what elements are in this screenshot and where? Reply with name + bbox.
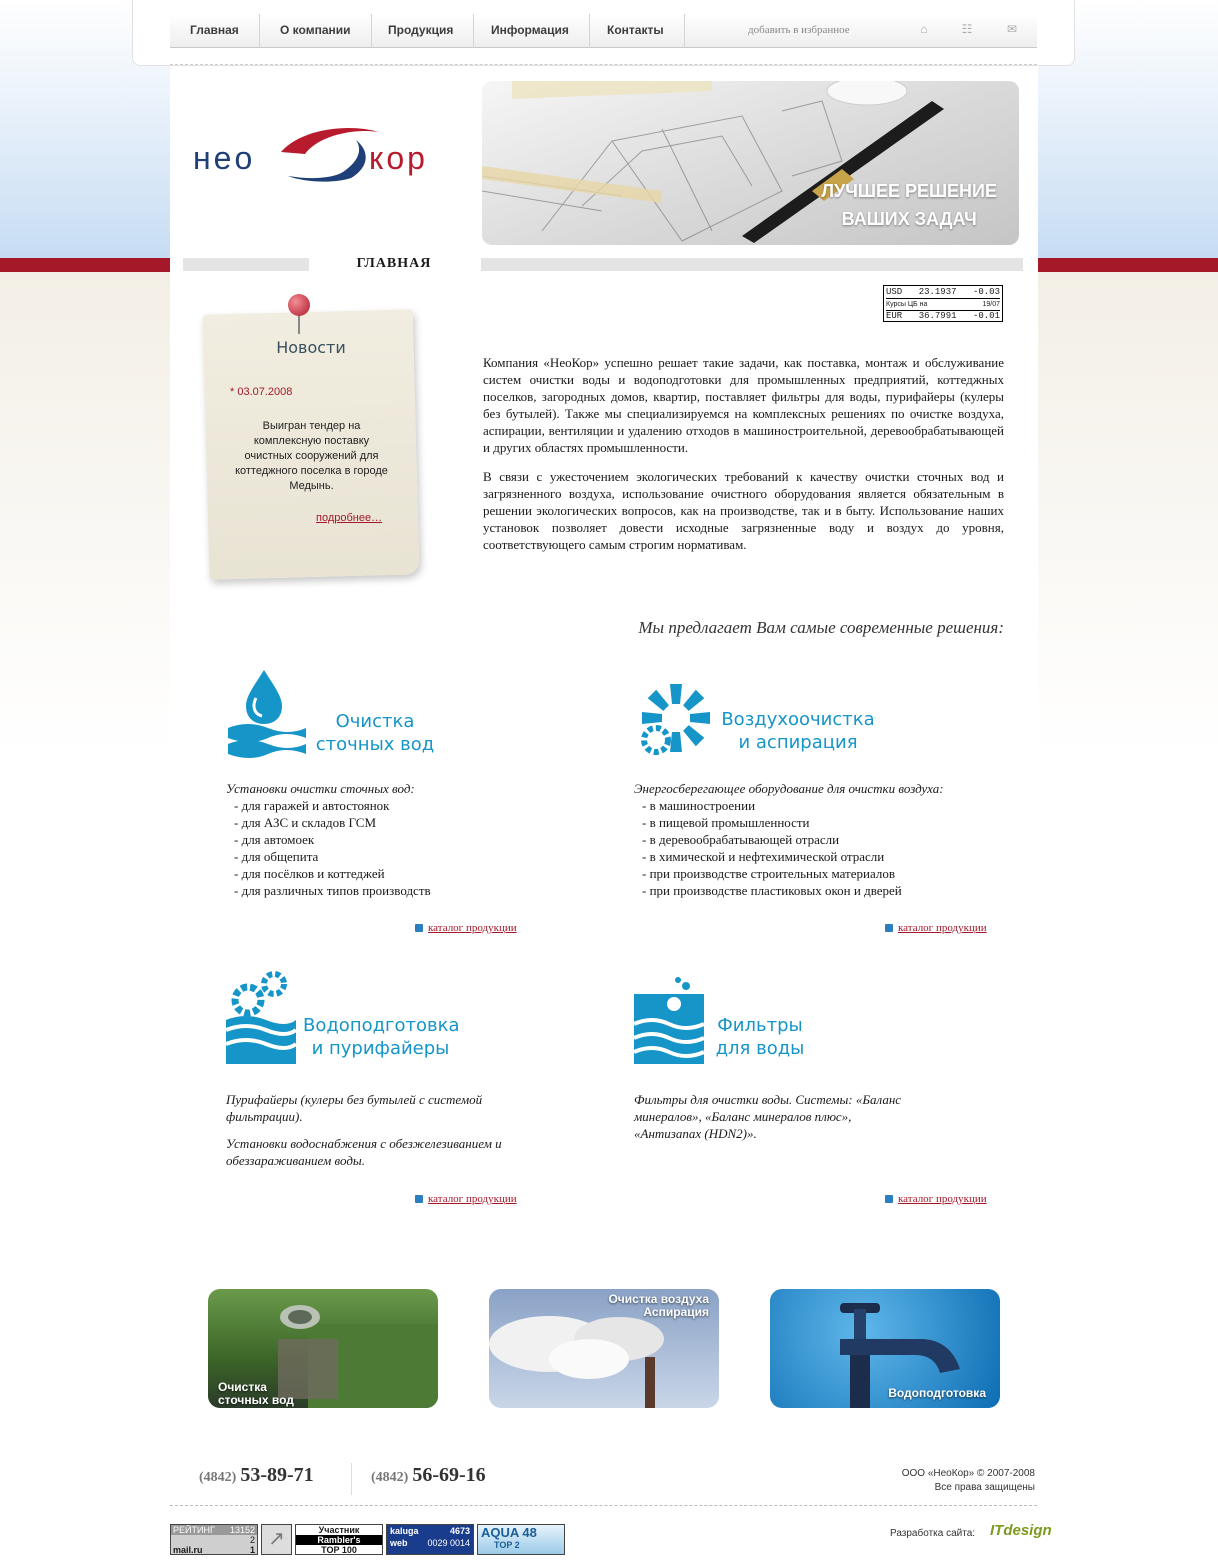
filters-paragraph-1: Фильтры для очистки воды. Системы: «Баланс минералов», «Баланс минералов плюс», «Антизапах (HDN2)». (634, 1092, 902, 1141)
filters-title (710, 1014, 810, 1060)
water-paragraph-1: Пурифайеры (кулеры без бутылей с системой фильтрации). (226, 1092, 483, 1124)
photo-label-air (608, 1293, 709, 1319)
banner-slogan (821, 177, 997, 233)
counter-kaluga-label: kaluga (390, 1526, 419, 1536)
rate-row-usd (886, 287, 1000, 298)
photo-link-wastewater[interactable] (208, 1289, 438, 1408)
wastewater-lead: Установки очистки сточных вод: (226, 781, 415, 796)
news-date: * 03.07.2008 (230, 386, 293, 398)
logo-text-neo: нео (193, 140, 256, 176)
arrow-right-icon (415, 1195, 423, 1203)
air-catalog-label: каталог продукции (898, 922, 987, 934)
wastewater-description (226, 780, 556, 899)
photo-label-air-line1: Очистка воздуха (608, 1292, 709, 1306)
phone-1-number: 53-89-71 (240, 1464, 314, 1486)
footer-divider (170, 1505, 1037, 1506)
list-item: - для различных типов производств (234, 883, 431, 898)
water-title (303, 1014, 458, 1060)
wastewater-title-line2: сточных вод (315, 734, 435, 755)
list-item: - в деревообрабатывающей отрасли (642, 832, 840, 847)
counter-mailru-count2: 2 (249, 1535, 255, 1545)
rate-row-eur (886, 311, 1000, 322)
rate-caption-date: 19/07 (982, 301, 1000, 308)
wastewater-catalog-link[interactable] (415, 922, 517, 934)
arrow-right-icon (885, 1195, 893, 1203)
counter-aqua48-top: TOP 2 (494, 1540, 520, 1550)
wastewater-title (300, 710, 450, 756)
photo-label-wastewater-line2: сточных вод (218, 1393, 294, 1407)
air-title-line1: Воздухоочистка (721, 709, 875, 730)
wastewater-title-line1: Очистка (335, 711, 415, 732)
counter-mailru-count3: 1 (249, 1545, 255, 1555)
add-to-favorites-link[interactable]: добавить в избранное (748, 24, 850, 36)
list-item: - в химической и нефтехимической отрасли (642, 849, 885, 864)
nav-item-products[interactable]: Продукция (368, 14, 474, 48)
counter-rambler[interactable] (295, 1524, 383, 1555)
counter-mailru-footer (171, 1545, 257, 1555)
rate-eur-label: EUR (886, 311, 903, 321)
counter-kaluga-count: 4673 (449, 1526, 470, 1536)
rate-usd-change: -0.03 (972, 287, 1000, 297)
intro-text (483, 354, 1004, 565)
home-icon[interactable]: ⌂ (920, 22, 928, 36)
title-bar-right (481, 258, 1023, 271)
sitemap-icon[interactable]: ☷ (961, 22, 973, 36)
intro-paragraph-1: Компания «НеоКор» успешно решает такие задачи, как поставка, монтаж и обслуживание систем очистки воды и водоподготовки для промышленных предприятий, коттеджных поселков, загородных домов, квартир, поставляет фильтры для воды, пурифайеры (кулеры без бутылей). Также мы специализируемся на комплексных решениях по очистке воздуха, аспирации, вентиляции и удалению отходов в машиностроительной, деревообрабатывающей и других областях промышленности. (483, 355, 1004, 455)
photo-link-air[interactable] (489, 1289, 719, 1408)
counter-mailru-count1: 13152 (229, 1525, 255, 1535)
phone-1 (199, 1464, 314, 1487)
list-item: - при производстве строительных материалов (642, 866, 895, 881)
air-title-line2: и аспирация (738, 732, 858, 753)
external-link-arrow-icon[interactable]: ↗ (261, 1524, 292, 1555)
air-lead: Энергосберегающее оборудование для очистки воздуха: (634, 781, 944, 796)
counter-rambler-line3: TOP 100 (321, 1545, 357, 1555)
phone-2 (371, 1464, 486, 1487)
list-item: - для общепита (234, 849, 319, 864)
filters-title-line2: для воды (715, 1038, 805, 1059)
site-logo[interactable] (193, 122, 448, 182)
counter-kaluga-row1 (387, 1525, 473, 1537)
offer-heading: Мы предлагает Вам самые современные решения: (638, 618, 1004, 637)
rate-eur-value: 36.7991 (918, 311, 957, 321)
news-text: Выигран тендер на комплексную поставку очистных сооружений для коттеджного поселка в городе Медынь. (235, 420, 388, 492)
nav-item-info[interactable]: Информация (471, 14, 590, 48)
nav-item-about[interactable]: О компании (260, 14, 372, 48)
title-bar-left (183, 258, 309, 271)
copyright (840, 1467, 1035, 1495)
rate-usd-value: 23.1937 (918, 287, 957, 297)
list-item: - для АЗС и складов ГСМ (234, 815, 377, 830)
list-item: - для посёлков и коттеджей (234, 866, 385, 881)
phone-2-code: (4842) (371, 1470, 409, 1485)
photo-label-wastewater-line1: Очистка (218, 1380, 267, 1394)
phone-1-code: (4842) (199, 1470, 237, 1485)
water-title-line2: и пурифайеры (311, 1038, 450, 1059)
filters-description (634, 1091, 919, 1152)
header-banner (482, 81, 1019, 245)
counter-mailru-label: РЕЙТИНГ (173, 1525, 215, 1535)
rate-eur-change: -0.01 (972, 311, 1000, 321)
phone-separator (351, 1463, 352, 1495)
counter-mailru[interactable] (170, 1524, 258, 1555)
air-catalog-link[interactable] (885, 922, 987, 934)
developer-label: Разработка сайта: (890, 1528, 976, 1539)
photo-label-wastewater (218, 1381, 294, 1407)
arrow-right-icon (415, 924, 423, 932)
filters-title-line1: Фильтры (717, 1015, 803, 1036)
nav-item-contacts[interactable]: Контакты (587, 14, 685, 48)
header-divider (170, 64, 1037, 65)
banner-slogan-line1: ЛУЧШЕЕ РЕШЕНИЕ (821, 181, 997, 201)
list-item: - в пищевой промышленности (642, 815, 810, 830)
rate-row-caption (886, 298, 1000, 311)
page-title: ГЛАВНАЯ (356, 256, 432, 271)
currency-rates-widget[interactable] (883, 285, 1003, 322)
rate-usd-label: USD (886, 287, 903, 297)
air-list (634, 797, 1014, 899)
rate-caption-label: Курсы ЦБ на (886, 301, 928, 308)
developer-logo[interactable]: ITdesign (990, 1522, 1052, 1539)
counter-rambler-line2: Rambler's (296, 1535, 382, 1545)
copyright-line2: Все права защищены (934, 1482, 1035, 1493)
water-paragraph-2: Установки водоснабжения с обезжелезиванием и обеззараживанием воды. (226, 1136, 502, 1168)
nav-item-home[interactable]: Главная (170, 14, 260, 48)
counter-aqua48[interactable] (477, 1524, 565, 1555)
filters-catalog-link[interactable] (885, 1193, 987, 1205)
counter-mailru-row (171, 1525, 257, 1535)
counter-kaluga-codes: 0029 0014 (427, 1538, 470, 1548)
photo-link-water[interactable] (770, 1289, 1000, 1408)
counter-mailru-brand: mail.ru (173, 1545, 203, 1555)
counter-kaluga-row2 (387, 1537, 473, 1549)
counter-kaluga-web: web (390, 1538, 408, 1548)
arrow-right-icon (885, 924, 893, 932)
counter-aqua48-label: AQUA 48 (481, 1525, 537, 1540)
news-more-link[interactable]: подробнее… (316, 512, 383, 524)
water-catalog-label: каталог продукции (428, 1193, 517, 1205)
air-title (718, 708, 878, 754)
list-item: - для гаражей и автостоянок (234, 798, 390, 813)
list-item: - при производстве пластиковых окон и дверей (642, 883, 902, 898)
mail-icon[interactable]: ✉ (1006, 22, 1018, 36)
phone-2-number: 56-69-16 (412, 1464, 486, 1486)
counter-rambler-line1: Участник (318, 1525, 360, 1535)
copyright-line1: ООО «НеоКор» © 2007-2008 (901, 1468, 1035, 1479)
photo-label-water: Водоподготовка (888, 1386, 986, 1400)
filters-catalog-label: каталог продукции (898, 1193, 987, 1205)
water-description (226, 1091, 546, 1179)
banner-slogan-line2: ВАШИХ ЗАДАЧ (841, 209, 977, 229)
water-catalog-link[interactable] (415, 1193, 517, 1205)
wastewater-list (226, 797, 556, 899)
list-item: - в машиностроении (642, 798, 756, 813)
air-description (634, 780, 1014, 899)
main-nav (170, 14, 1037, 48)
pushpin-icon (288, 294, 310, 316)
water-title-line1: Водоподготовка (303, 1015, 460, 1036)
photo-label-air-line2: Аспирация (643, 1305, 709, 1319)
counter-kaluga[interactable] (386, 1524, 474, 1555)
wastewater-catalog-label: каталог продукции (428, 922, 517, 934)
logo-text-kor: кор (369, 140, 428, 176)
intro-paragraph-2: В связи с ужесточением экологических требований к качеству очистки сточных вод и загрязненного воздуха, использование очистного оборудования является обязательным в решении экологических вопросов, как на производстве, так и в быту. Использование наших установок позволяет довести исходные загрязненные воду и воздух до уровня, соответствующего самым строгим нормативам. (483, 469, 1004, 552)
list-item: - для автомоек (234, 832, 315, 847)
news-title: Новости (276, 338, 346, 357)
